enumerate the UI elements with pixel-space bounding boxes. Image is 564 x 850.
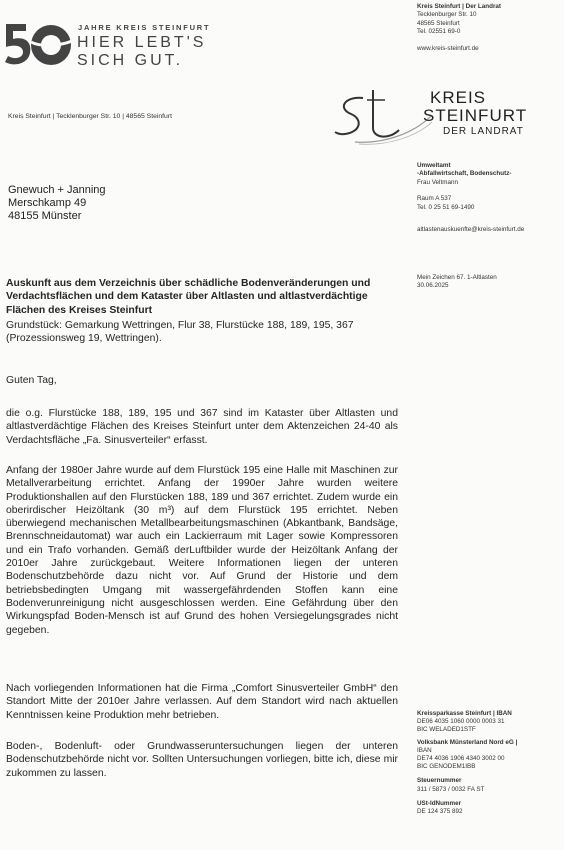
letter-subject: Auskunft aus dem Verzeichnis über schädliche Bodenveränderungen und Verdachtsflächen und dem Kataster über Altlasten und altlastverdächtige Flächen des Kreises Steinfurt <box>6 278 371 316</box>
paragraph-2: Anfang der 1980er Jahre wurde auf dem Flurstück 195 eine Halle mit Maschinen zur Metallverarbeitung errichtet. Anfang der 1990er Jahre wurden weitere Produktionshallen auf den Flurstücken 188, 189 und 367 errichtet. Zudem wurde ein oberirdischer Heizöltank (30 m³) auf dem Flurstück 195 errichtet. Neben überwiegend mechanischen Metallbearbeitungsmaschinen (Abkantbank, Bandsäge, Brennschneidautomat) war auch ein Lackierraum mit Lager sowie Kompressoren und ein Trafo vorhanden. Gemäß derLuftbilder wurde der Heizöltank Anfang der 2010er Jahre zurückgebaut. Weitere Informationen liegen der unteren Bodenschutzbehörde dazu nicht vor. Auf Grund der Historie und dem betriebsbedingten Umgang mit wassergefährdenden Stoffen kann eine Bodenverunreinigung nicht ausgeschlossen werden. Eine Gefährdung über den Wirkungspfad Boden-Mensch ist auf Grund des hohen Versiegelungsgrades nicht gegeben. <box>6 465 398 636</box>
department-contact: Umweltamt -Abfallwirtschaft, Bodenschutz- Frau Veltmann Raum A 537 Tel. 0 25 51 69-1490 altlastenauskuenfte@kreis-steinfurt.de <box>417 162 525 234</box>
paragraph-1: die o.g. Flurstücke 188, 189, 195 und 367 sind im Kataster über Altlasten und altlastverdächtige Flächen des Kreises Steinfurt unter dem Aktenzeichen 24-40 als Verdachtsfläche „Fa. Sinusverteiler“ erfasst. <box>6 408 398 446</box>
sender-line: Kreis Steinfurt | Tecklenburger Str. 10 | 48565 Steinfurt <box>8 113 172 120</box>
authority-contact: Kreis Steinfurt | Der Landrat Tecklenburger Str. 10 48565 Steinfurt Tel. 02551 69-0 www.kreis-steinfurt.de <box>417 3 501 52</box>
recipient-address: Gnewuch + Janning Merschkamp 49 48155 Münster <box>8 184 106 223</box>
brand-kreis: KREIS <box>430 88 487 107</box>
jubilee-top-line: JAHRE KREIS STEINFURT <box>78 23 211 32</box>
brand-steinfurt: STEINFURT <box>423 106 528 125</box>
email-link[interactable]: altlastenauskuenfte@kreis-steinfurt.de <box>417 226 525 234</box>
jubilee-50-logo <box>2 20 74 70</box>
brand-landrat: DER LANDRAT <box>443 126 524 137</box>
letter-parcel: Grundstück: Gemarkung Wettringen, Flur 38, Flurstücke 188, 189, 195, 367 (Prozessionsweg 19, Wettringen). <box>6 320 354 345</box>
jubilee-slogan: HIER LEBT'S SICH GUT. <box>77 34 207 69</box>
letter-greeting: Guten Tag, <box>6 375 57 386</box>
reference-block: Mein Zeichen 67. 1-Altlasten 30.06.2025 <box>417 274 497 290</box>
paragraph-4: Boden-, Bodenluft- oder Grundwasseruntersuchungen liegen der unteren Bodenschutzbehörde nicht vor. Sollten Untersuchungen vorliegen, bitte ich, diese mir zukommen zu lassen. <box>6 741 398 779</box>
paragraph-3: Nach vorliegenden Informationen hat die Firma „Comfort Sinusverteiler GmbH“ den Standort Mitte der 2010er Jahre verlassen. Auf dem Standort wird nach aktuellen Kenntnissen keine Produktion mehr betrieben. <box>6 683 398 721</box>
bank-details: Kreissparkasse Steinfurt | IBAN DE06 4035 1060 0000 0003 31 BIC WELADED1STF Volksbank Münsterland Nord eG | IBAN DE74 4036 1906 4340 3002 00 BIC GENODEM1IBB Steuernummer 311 / 5873 / 0032 FA ST USt-IdNummer DE 124 375 892 <box>417 710 518 816</box>
kreis-steinfurt-emblem <box>333 86 433 146</box>
website-link[interactable]: www.kreis-steinfurt.de <box>417 44 479 52</box>
